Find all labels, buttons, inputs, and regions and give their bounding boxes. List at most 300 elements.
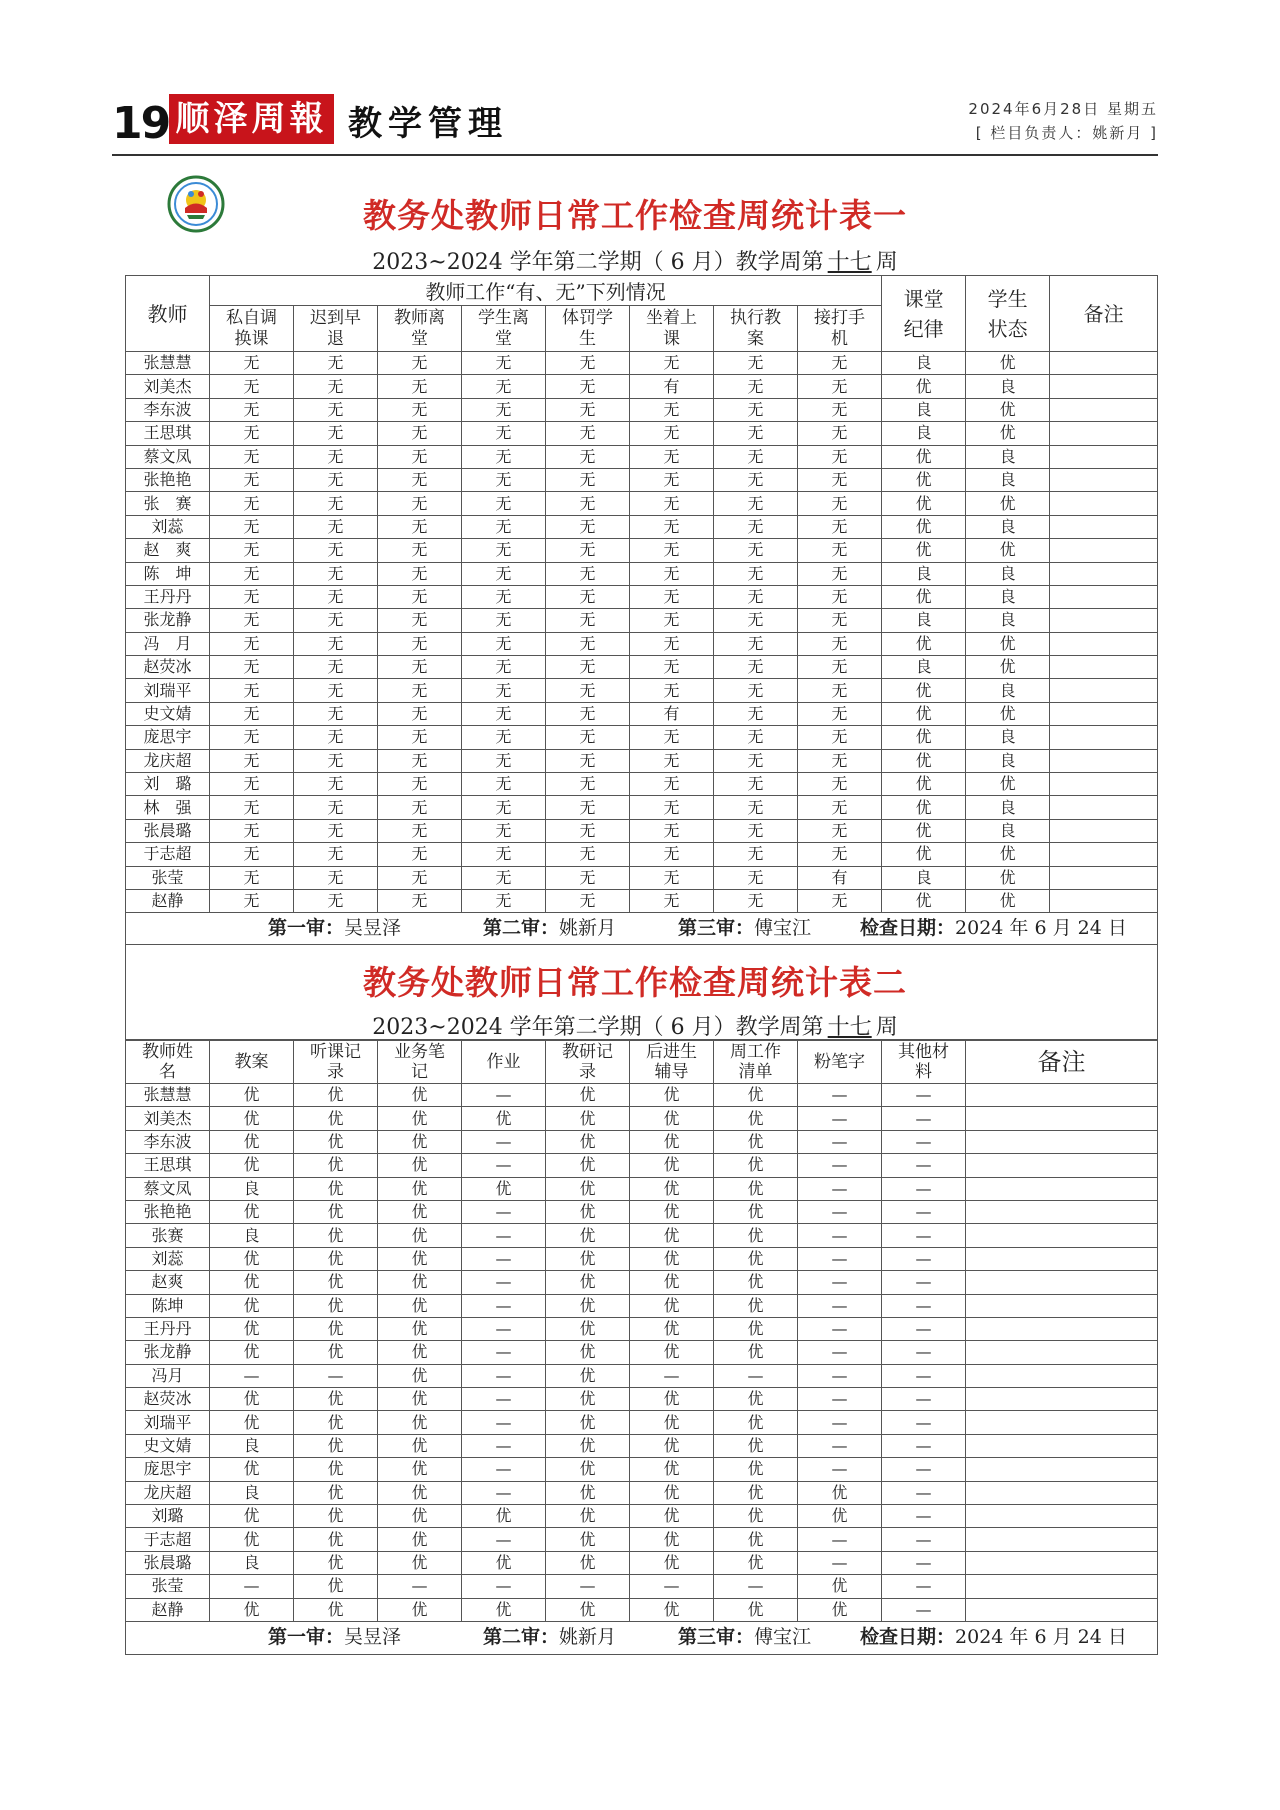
table-row: [126, 1388, 1158, 1411]
table-cell: [1050, 375, 1158, 398]
table-row: [126, 1551, 1158, 1574]
table-cell: 无: [294, 702, 378, 725]
table-cell: [966, 1434, 1158, 1457]
table-cell: —: [798, 1107, 882, 1130]
table-cell: 优: [546, 1107, 630, 1130]
table-cell: 无: [630, 585, 714, 608]
teacher-name: 张龙静: [126, 609, 210, 632]
table-cell: 无: [210, 562, 294, 585]
table-cell: 良: [882, 562, 966, 585]
table-row: [126, 1294, 1158, 1317]
table-cell: 无: [210, 515, 294, 538]
table-row: [126, 1598, 1158, 1621]
table-row: [126, 375, 1158, 398]
table-cell: 优: [630, 1551, 714, 1574]
table-cell: 优: [378, 1411, 462, 1434]
table-row: [126, 1341, 1158, 1364]
table-row: [126, 1200, 1158, 1223]
table2-signatures: [125, 1622, 1157, 1652]
table-row: [126, 468, 1158, 491]
table-row: [126, 1271, 1158, 1294]
table-cell: [966, 1177, 1158, 1200]
table-cell: —: [798, 1364, 882, 1387]
table-cell: 无: [378, 515, 462, 538]
table-cell: 无: [294, 726, 378, 749]
table-cell: 无: [630, 562, 714, 585]
table-cell: 无: [798, 702, 882, 725]
table-cell: 无: [798, 679, 882, 702]
table-cell: 无: [714, 585, 798, 608]
table-cell: 无: [294, 445, 378, 468]
second-reviewer: 第二审：姚新月: [483, 917, 617, 939]
table-cell: [1050, 468, 1158, 491]
table-cell: 无: [630, 515, 714, 538]
table-cell: 优: [378, 1294, 462, 1317]
table-cell: 优: [714, 1107, 798, 1130]
teacher-name: 赵静: [126, 1598, 210, 1621]
table-cell: 优: [714, 1551, 798, 1574]
table-cell: 优: [294, 1434, 378, 1457]
table-cell: —: [882, 1084, 966, 1107]
table-cell: 优: [546, 1458, 630, 1481]
table-cell: 无: [378, 445, 462, 468]
table-cell: [1050, 843, 1158, 866]
teacher-name: 于志超: [126, 1528, 210, 1551]
table-cell: 无: [378, 656, 462, 679]
header-discipline: 课堂纪律: [882, 276, 966, 352]
table-cell: 优: [546, 1341, 630, 1364]
table-cell: —: [210, 1364, 294, 1387]
table-row: [126, 702, 1158, 725]
table-cell: 无: [798, 656, 882, 679]
table-cell: 优: [966, 352, 1050, 375]
table-cell: —: [882, 1247, 966, 1270]
table-cell: 优: [294, 1317, 378, 1340]
table-cell: 无: [630, 889, 714, 912]
table-cell: 优: [210, 1294, 294, 1317]
masthead: [112, 90, 1158, 154]
table-row: [126, 1528, 1158, 1551]
teacher-name: 蔡文凤: [126, 445, 210, 468]
table-cell: 无: [210, 468, 294, 491]
header-col: 执行教案: [714, 306, 798, 352]
table-cell: 优: [882, 539, 966, 562]
table-cell: 无: [378, 726, 462, 749]
table-cell: —: [882, 1224, 966, 1247]
table-cell: 无: [714, 843, 798, 866]
table-cell: 优: [378, 1130, 462, 1153]
table-cell: 优: [546, 1154, 630, 1177]
table-cell: —: [882, 1575, 966, 1598]
table-cell: 优: [714, 1317, 798, 1340]
table-cell: 无: [798, 562, 882, 585]
table-cell: 无: [546, 539, 630, 562]
newspaper-logo: 顺泽周報: [169, 94, 334, 144]
table-cell: 无: [798, 398, 882, 421]
table-cell: —: [882, 1107, 966, 1130]
header-col: 坐着上课: [630, 306, 714, 352]
table-cell: 无: [294, 539, 378, 562]
table-cell: 无: [630, 352, 714, 375]
table-cell: 优: [714, 1388, 798, 1411]
table-cell: 无: [798, 375, 882, 398]
table-cell: 无: [630, 679, 714, 702]
weekly-check-table-one: [125, 275, 1158, 913]
table-cell: —: [798, 1294, 882, 1317]
table-cell: [1050, 492, 1158, 515]
table-cell: 优: [882, 702, 966, 725]
table-cell: 优: [882, 492, 966, 515]
table-cell: 无: [210, 726, 294, 749]
table-cell: 优: [882, 796, 966, 819]
table-cell: 无: [210, 843, 294, 866]
table-cell: 优: [546, 1505, 630, 1528]
table-cell: —: [798, 1551, 882, 1574]
table-cell: 无: [378, 843, 462, 866]
table-cell: 无: [798, 352, 882, 375]
table-cell: 优: [630, 1528, 714, 1551]
table-cell: 良: [882, 352, 966, 375]
table-cell: 无: [630, 819, 714, 842]
table-cell: 优: [378, 1224, 462, 1247]
table-cell: 优: [378, 1528, 462, 1551]
teacher-name: 陈坤: [126, 1294, 210, 1317]
table2-title: 教务处教师日常工作检查周统计表二: [363, 963, 907, 1002]
teacher-name: 史文婧: [126, 702, 210, 725]
table-cell: 无: [294, 352, 378, 375]
table-cell: 无: [798, 749, 882, 772]
table-cell: 无: [210, 609, 294, 632]
table-cell: 优: [294, 1411, 378, 1434]
table-row: [126, 773, 1158, 796]
teacher-name: 赵荧冰: [126, 656, 210, 679]
table-cell: 无: [210, 679, 294, 702]
table-cell: 优: [882, 749, 966, 772]
table-cell: 无: [546, 632, 630, 655]
table-cell: —: [882, 1528, 966, 1551]
section-title: 教学管理: [348, 104, 508, 144]
table-row: [126, 796, 1158, 819]
table-cell: 无: [714, 819, 798, 842]
table-cell: 优: [378, 1388, 462, 1411]
table-cell: 优: [714, 1084, 798, 1107]
table-cell: 优: [546, 1528, 630, 1551]
table-cell: —: [882, 1388, 966, 1411]
table-cell: 无: [294, 632, 378, 655]
table-cell: 无: [210, 375, 294, 398]
table-cell: 优: [798, 1481, 882, 1504]
table-cell: 无: [546, 398, 630, 421]
table-cell: 优: [546, 1551, 630, 1574]
table-cell: 优: [294, 1528, 378, 1551]
table-cell: 无: [378, 375, 462, 398]
table-cell: 无: [798, 515, 882, 538]
table-cell: —: [882, 1154, 966, 1177]
table-cell: 优: [966, 702, 1050, 725]
table-cell: 无: [210, 422, 294, 445]
table-cell: 无: [630, 656, 714, 679]
table-cell: 有: [630, 702, 714, 725]
third-reviewer: 第三审：傅宝江: [678, 1626, 812, 1648]
table-cell: 无: [798, 819, 882, 842]
table-cell: 无: [378, 866, 462, 889]
teacher-name: 张晨璐: [126, 819, 210, 842]
table-cell: 无: [462, 866, 546, 889]
table-cell: 良: [966, 819, 1050, 842]
table-cell: [966, 1575, 1158, 1598]
table-cell: 无: [630, 492, 714, 515]
table-row: [126, 492, 1158, 515]
table-cell: —: [882, 1177, 966, 1200]
table-cell: 优: [630, 1481, 714, 1504]
table-cell: 无: [294, 889, 378, 912]
table-cell: 无: [630, 726, 714, 749]
table-cell: 优: [378, 1271, 462, 1294]
table-cell: 无: [630, 422, 714, 445]
table-row: [126, 632, 1158, 655]
table-cell: [966, 1458, 1158, 1481]
table-cell: 良: [882, 656, 966, 679]
table-cell: 无: [294, 422, 378, 445]
table-cell: 优: [630, 1271, 714, 1294]
table-cell: [1050, 539, 1158, 562]
table-cell: 优: [882, 889, 966, 912]
third-reviewer: 第三审：傅宝江: [678, 917, 812, 939]
table-cell: 无: [546, 866, 630, 889]
table2-subtitle: [112, 1010, 1158, 1041]
table-cell: —: [798, 1388, 882, 1411]
table-cell: 优: [546, 1388, 630, 1411]
table-cell: —: [462, 1364, 546, 1387]
teacher-name: 张晨璐: [126, 1551, 210, 1574]
table-cell: 无: [546, 773, 630, 796]
table-cell: 优: [798, 1575, 882, 1598]
table-cell: [966, 1505, 1158, 1528]
table-cell: 无: [210, 398, 294, 421]
table-cell: 无: [546, 796, 630, 819]
table-cell: 优: [630, 1107, 714, 1130]
table-cell: 优: [210, 1458, 294, 1481]
table-cell: 无: [210, 819, 294, 842]
table-cell: 优: [546, 1271, 630, 1294]
table-cell: 优: [546, 1317, 630, 1340]
table-cell: [1050, 562, 1158, 585]
table-row: [126, 1505, 1158, 1528]
table-cell: 无: [714, 773, 798, 796]
table-row: [126, 398, 1158, 421]
table-cell: 良: [966, 679, 1050, 702]
masthead-rule: [112, 154, 1158, 156]
table-cell: 无: [294, 398, 378, 421]
teacher-name: 刘美杰: [126, 1107, 210, 1130]
table-cell: [1050, 445, 1158, 468]
table-row: [126, 1481, 1158, 1504]
table-cell: 无: [378, 539, 462, 562]
table-cell: 无: [462, 585, 546, 608]
table-cell: 良: [966, 468, 1050, 491]
table-cell: 无: [294, 515, 378, 538]
table-cell: —: [798, 1200, 882, 1223]
table-cell: 无: [798, 889, 882, 912]
table-cell: 无: [630, 796, 714, 819]
teacher-name: 赵 爽: [126, 539, 210, 562]
table-cell: 优: [210, 1411, 294, 1434]
table-cell: 无: [462, 679, 546, 702]
table-cell: 优: [714, 1294, 798, 1317]
teacher-name: 庞思宇: [126, 1458, 210, 1481]
table-row: [126, 562, 1158, 585]
table-cell: 优: [714, 1247, 798, 1270]
teacher-name: 刘璐: [126, 1505, 210, 1528]
table-cell: 无: [546, 679, 630, 702]
table-cell: —: [882, 1317, 966, 1340]
table1-subtitle: [112, 245, 1158, 276]
table-cell: 无: [546, 352, 630, 375]
table2-subtitle-suffix: 周: [875, 1015, 898, 1040]
table-cell: [966, 1294, 1158, 1317]
table-cell: 良: [966, 749, 1050, 772]
table-cell: —: [462, 1458, 546, 1481]
table-cell: 无: [546, 375, 630, 398]
table-cell: 无: [462, 445, 546, 468]
teacher-name: 刘美杰: [126, 375, 210, 398]
column-editor: [ 栏目负责人：姚新月 ]: [975, 124, 1158, 142]
table-cell: 优: [294, 1107, 378, 1130]
teacher-name: 赵静: [126, 889, 210, 912]
table-cell: —: [462, 1154, 546, 1177]
header-col: 业务笔记: [378, 1041, 462, 1084]
table-cell: 无: [714, 468, 798, 491]
table-cell: 良: [966, 375, 1050, 398]
table-cell: 优: [546, 1224, 630, 1247]
table-cell: —: [882, 1294, 966, 1317]
table-cell: 优: [546, 1364, 630, 1387]
table-cell: 无: [378, 468, 462, 491]
table-cell: 无: [798, 468, 882, 491]
teacher-name: 李东波: [126, 398, 210, 421]
table-cell: 无: [546, 585, 630, 608]
table-cell: 无: [546, 422, 630, 445]
table-cell: 优: [882, 468, 966, 491]
table-cell: 无: [714, 632, 798, 655]
table-cell: [1050, 889, 1158, 912]
table-cell: [966, 1317, 1158, 1340]
table-cell: 优: [882, 679, 966, 702]
header-teacher: 教师: [126, 276, 210, 352]
table-cell: 优: [630, 1505, 714, 1528]
table-cell: —: [798, 1458, 882, 1481]
table-cell: 优: [882, 375, 966, 398]
table-cell: —: [798, 1271, 882, 1294]
table-cell: 无: [714, 866, 798, 889]
table-row: [126, 585, 1158, 608]
table-cell: [1050, 398, 1158, 421]
table-cell: 优: [546, 1598, 630, 1621]
table-cell: 无: [210, 796, 294, 819]
table-cell: 优: [630, 1084, 714, 1107]
table-cell: [1050, 819, 1158, 842]
table-cell: 无: [798, 422, 882, 445]
table-cell: 无: [462, 398, 546, 421]
table-cell: 无: [462, 609, 546, 632]
table-row: [126, 1130, 1158, 1153]
table-cell: —: [798, 1084, 882, 1107]
table-cell: 无: [378, 585, 462, 608]
table-row: [126, 1434, 1158, 1457]
table-cell: —: [798, 1130, 882, 1153]
table-cell: 无: [462, 796, 546, 819]
table-cell: 优: [714, 1505, 798, 1528]
header-col: 迟到早退: [294, 306, 378, 352]
table-cell: 无: [462, 375, 546, 398]
table-cell: 良: [882, 398, 966, 421]
table-cell: 无: [546, 468, 630, 491]
table-cell: 无: [546, 562, 630, 585]
table-cell: 优: [546, 1130, 630, 1153]
table-cell: 无: [462, 515, 546, 538]
table-cell: 良: [882, 422, 966, 445]
table-cell: —: [462, 1575, 546, 1598]
table-cell: 良: [210, 1551, 294, 1574]
table-cell: —: [462, 1247, 546, 1270]
table-cell: 优: [630, 1294, 714, 1317]
table-cell: —: [882, 1458, 966, 1481]
table-cell: 无: [630, 843, 714, 866]
table-cell: 优: [882, 632, 966, 655]
check-date: 检查日期：2024 年 6 月 24 日: [860, 1626, 1127, 1648]
table-cell: 无: [462, 889, 546, 912]
table-cell: —: [798, 1317, 882, 1340]
table-cell: 优: [630, 1154, 714, 1177]
table-cell: 无: [798, 773, 882, 796]
table-cell: 有: [630, 375, 714, 398]
table-cell: 优: [378, 1364, 462, 1387]
table-cell: 优: [546, 1084, 630, 1107]
table-cell: —: [882, 1434, 966, 1457]
table-cell: 优: [966, 656, 1050, 679]
header-col: 粉笔字: [798, 1041, 882, 1084]
table-cell: 无: [546, 492, 630, 515]
table-cell: 优: [378, 1458, 462, 1481]
table-cell: 优: [378, 1317, 462, 1340]
table-cell: [966, 1364, 1158, 1387]
table-cell: 无: [378, 422, 462, 445]
table-cell: 无: [210, 773, 294, 796]
first-reviewer: 第一审：吴昱泽: [268, 1626, 402, 1648]
table-cell: 无: [294, 773, 378, 796]
table-cell: 优: [546, 1411, 630, 1434]
teacher-name: 张 赛: [126, 492, 210, 515]
table-cell: 无: [798, 632, 882, 655]
table-row: [126, 843, 1158, 866]
table-cell: 无: [378, 352, 462, 375]
table-cell: 优: [210, 1317, 294, 1340]
teacher-name: 于志超: [126, 843, 210, 866]
table-cell: [1050, 749, 1158, 772]
table-cell: 无: [210, 866, 294, 889]
table-cell: [1050, 702, 1158, 725]
table-cell: 优: [966, 843, 1050, 866]
table-cell: 无: [378, 889, 462, 912]
table-row: [126, 1364, 1158, 1387]
header-col: 体罚学生: [546, 306, 630, 352]
table-cell: 无: [714, 609, 798, 632]
table-cell: 优: [714, 1177, 798, 1200]
teacher-name: 庞思宇: [126, 726, 210, 749]
table-cell: 无: [462, 773, 546, 796]
table-cell: 优: [966, 866, 1050, 889]
table-row: [126, 679, 1158, 702]
